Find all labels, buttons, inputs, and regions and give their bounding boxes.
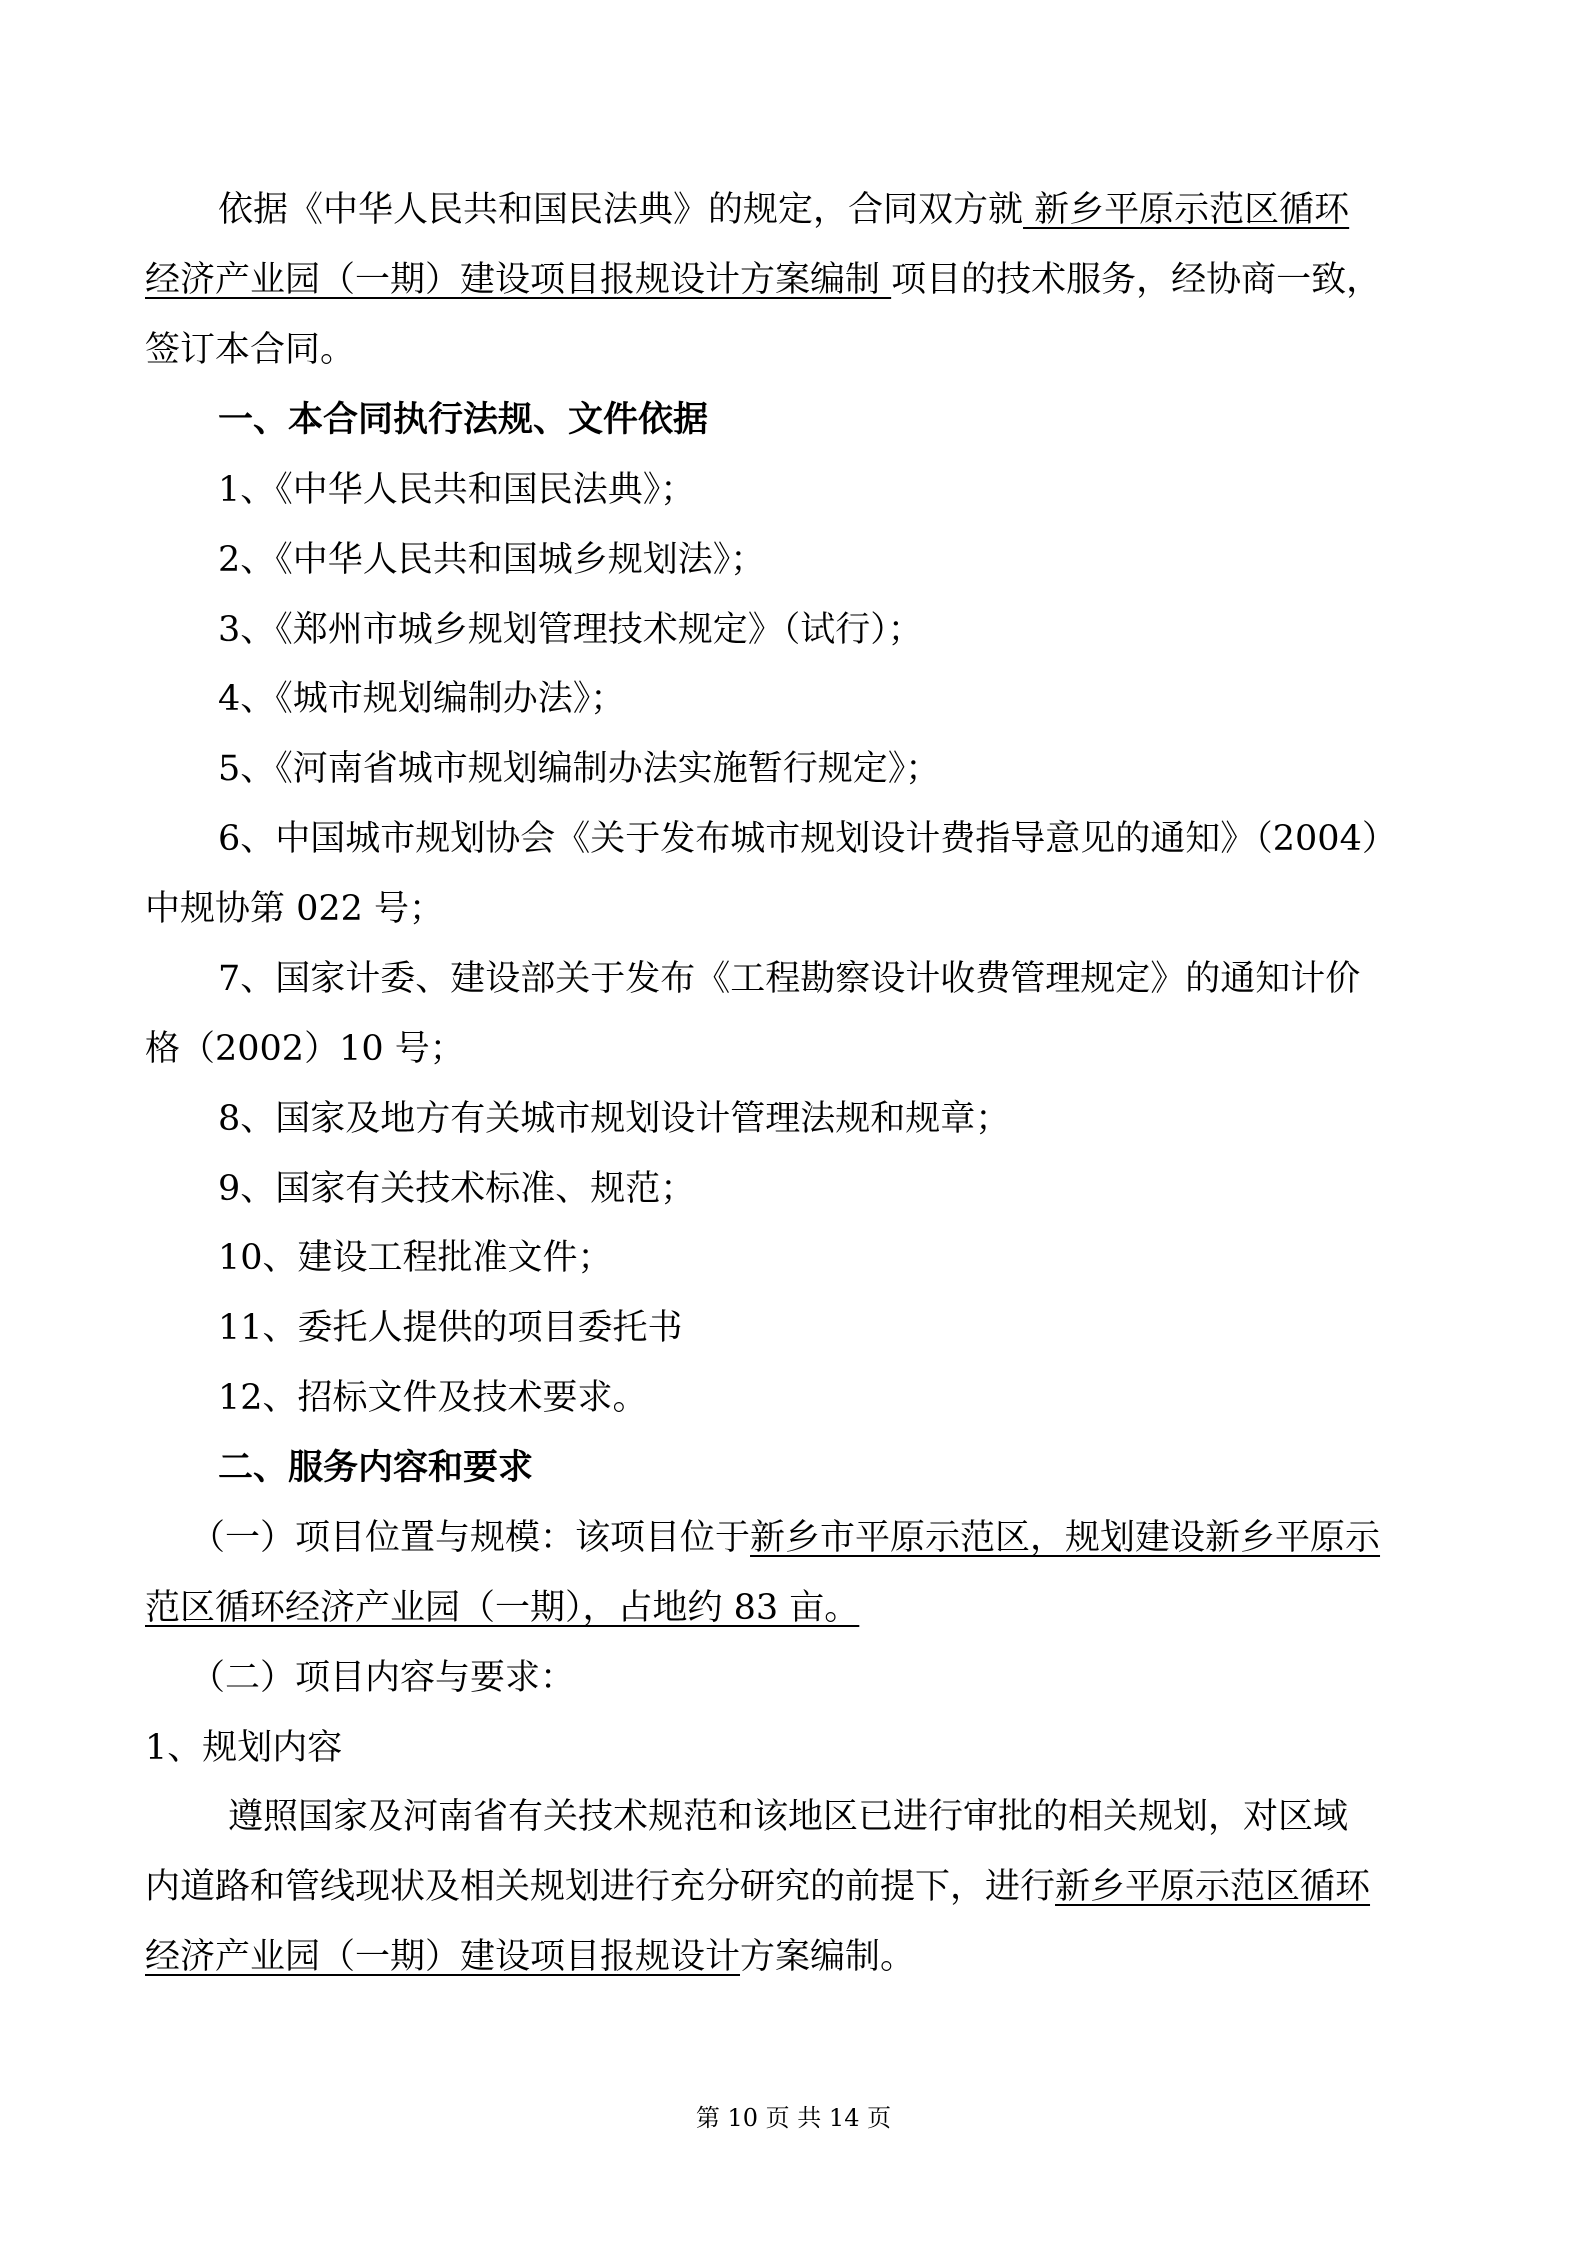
project-scale-underlined: 范区循环经济产业园（一期），占地约 83 亩。 (145, 1588, 860, 1628)
list-item: 8、国家及地方有关城市规划设计管理法规和规章； (218, 1099, 1011, 1139)
project-location-line-1: （一）项目位置与规模：该项目位于新乡市平原示范区，规划建设新乡平原示 (190, 1518, 1381, 1558)
list-item: 3、《郑州市城乡规划管理技术规定》（试行）； (218, 610, 923, 650)
intro-text: 项目的技术服务，经协商一致， (891, 260, 1382, 300)
planning-paragraph-line-3: 经济产业园（一期）建设项目报规设计方案编制。 (145, 1937, 916, 1977)
planning-paragraph-line-2: 内道路和管线现状及相关规划进行充分研究的前提下，进行新乡平原示范区循环 (145, 1867, 1371, 1907)
project-name-underlined: 新乡平原示范区循环 (1055, 1867, 1371, 1907)
list-item: 5、《河南省城市规划编制办法实施暂行规定》； (218, 749, 941, 789)
list-item: 12、招标文件及技术要求。 (218, 1378, 648, 1418)
intro-line-3: 签订本合同。 (145, 330, 356, 370)
intro-line-1 (218, 186, 1518, 234)
list-item: 4、《城市规划编制办法》； (218, 679, 626, 719)
section-2-heading: 二、服务内容和要求 (218, 1447, 534, 1488)
project-location-underlined: 新乡市平原示范区，规划建设新乡平原示 (750, 1518, 1381, 1558)
project-location-line-2 (145, 1584, 1445, 1632)
list-item-continuation: 格（2002）10 号； (145, 1029, 465, 1069)
list-item: 10、建设工程批准文件； (218, 1238, 613, 1278)
list-item: 7、国家计委、建设部关于发布《工程勘察设计收费管理规定》的通知计价 (218, 959, 1361, 999)
project-name-underlined: 经济产业园（一期）建设项目报规设计方案编制 (145, 260, 892, 300)
project-name-underlined: 新乡平原示范区循环 (1023, 190, 1350, 230)
section-1-heading: 一、本合同执行法规、文件依据 (218, 399, 709, 440)
planning-content-heading: 1、规划内容 (145, 1728, 343, 1768)
planning-paragraph-line-1: 遵照国家及河南省有关技术规范和该地区已进行审批的相关规划，对区域 (228, 1797, 1349, 1837)
intro-text: 依据《中华人民共和国民法典》的规定，合同双方就 (218, 190, 1024, 230)
project-name-underlined: 经济产业园（一期）建设项目报规设计 (145, 1937, 741, 1977)
list-item: 6、中国城市规划协会《关于发布城市规划设计费指导意见的通知》（2004） (218, 819, 1397, 859)
list-item: 9、国家有关技术标准、规范； (218, 1169, 696, 1209)
list-item: 11、委托人提供的项目委托书 (218, 1308, 683, 1348)
list-item-continuation: 中规协第 022 号； (145, 889, 445, 929)
page-number: 第 10 页 共 14 页 (695, 2104, 892, 2132)
list-item: 2、《中华人民共和国城乡规划法》； (218, 540, 766, 580)
page-footer (0, 2102, 1587, 2134)
list-item: 1、《中华人民共和国民法典》； (218, 470, 696, 510)
project-content-heading: （二）项目内容与要求： (190, 1658, 576, 1698)
intro-line-2 (145, 256, 1445, 304)
